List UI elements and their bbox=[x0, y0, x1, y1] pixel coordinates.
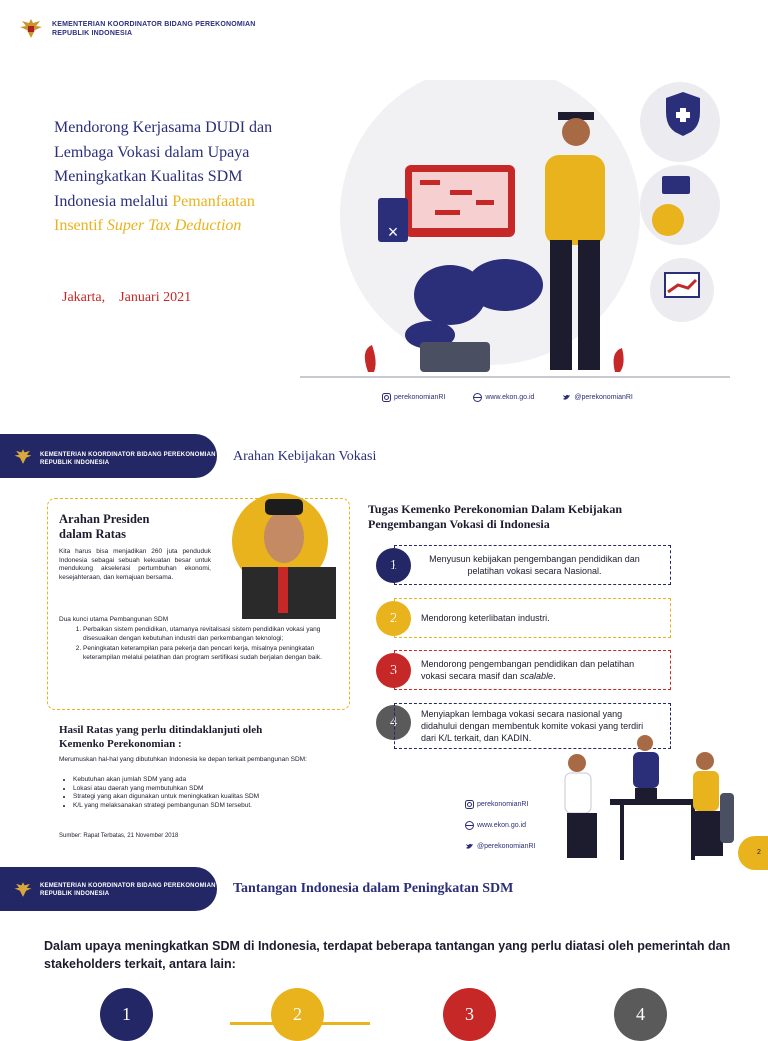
arahan-title bbox=[59, 512, 149, 542]
slide-2-heading: Arahan Kebijakan Vokasi bbox=[233, 449, 377, 464]
title-line-4 bbox=[54, 190, 272, 215]
task-number-3: 3 bbox=[376, 653, 411, 688]
meeting-illustration bbox=[555, 731, 740, 863]
social-column-2 bbox=[465, 800, 535, 851]
date-line bbox=[62, 290, 191, 306]
arahan-title-line-1: Arahan Presiden bbox=[59, 512, 150, 526]
globe-icon bbox=[473, 393, 482, 402]
hasil-title-line-2: Kemenko Perekonomian : bbox=[59, 738, 182, 750]
arahan-title-line-2: dalam Ratas bbox=[59, 527, 127, 541]
ministry-name bbox=[40, 452, 216, 467]
task-text-2: Mendorong keterlibatan industri. bbox=[421, 613, 550, 623]
instagram-handle: perekonomianRI bbox=[477, 801, 529, 808]
twitter-handle: @perekonomianRI bbox=[477, 843, 536, 850]
hasil-title bbox=[59, 723, 262, 751]
garuda-emblem-icon bbox=[18, 16, 44, 42]
twitter-handle: @perekonomianRI bbox=[574, 394, 633, 401]
slide-1-title bbox=[54, 116, 272, 239]
twitter-link[interactable] bbox=[465, 842, 535, 851]
task-text-4: Menyiapkan lembaga vokasi secara nasional yang didahului dengan membentuk komite vokasi yang terdiri dari K/L terkait, dan KADIN. bbox=[421, 709, 644, 743]
hasil-item: • Kebutuhan akan jumlah SDM yang ada bbox=[73, 776, 353, 785]
ministry-name bbox=[52, 21, 256, 38]
kunci-item: 1. Perbaikan sistem pendidikan, utamanya revitalisasi sistem pendidikan vokasi yang disesuaikan dengan kebutuhan industri dan perkembangan teknologi; bbox=[83, 626, 348, 643]
ministry-name bbox=[40, 883, 216, 898]
hasil-intro: Merumuskan hal-hal yang dibutuhkan Indonesia ke depan terkait pembangunan SDM: bbox=[59, 756, 307, 763]
website-link[interactable] bbox=[465, 821, 535, 830]
card-icon bbox=[662, 176, 690, 194]
slide-3-heading: Tantangan Indonesia dalam Peningkatan SDM bbox=[233, 881, 514, 896]
slide-3 bbox=[0, 867, 768, 1024]
slide-3-intro: Dalam upaya meningkatkan SDM di Indonesia, terdapat beberapa tantangan yang perlu diatasi oleh pemerintah dan stakeholders terkait, antara lain: bbox=[44, 939, 731, 971]
task-text-3b: scalable bbox=[520, 671, 554, 681]
website-link[interactable] bbox=[473, 393, 534, 402]
title-line-4a: Indonesia melalui bbox=[54, 192, 173, 210]
kunci-list bbox=[59, 626, 348, 662]
hasil-list bbox=[59, 776, 353, 810]
instagram-link[interactable] bbox=[465, 800, 535, 809]
source-note: Sumber: Rapat Terbatas, 21 November 2018 bbox=[59, 833, 179, 839]
monitor-chart-icon bbox=[405, 165, 515, 237]
ministry-line-2: REPUBLIK INDONESIA bbox=[40, 890, 110, 897]
tugas-title-line-2: Pengembangan Vokasi di Indonesia bbox=[368, 517, 550, 531]
twitter-link[interactable] bbox=[562, 393, 632, 402]
slide-1 bbox=[0, 0, 768, 420]
svg-text:×: × bbox=[387, 222, 399, 242]
slide-2 bbox=[0, 431, 768, 867]
kunci-title: Dua kunci utama Pembangunan SDM bbox=[59, 616, 169, 623]
task-number-2: 2 bbox=[376, 601, 411, 636]
task-text-3c: . bbox=[553, 671, 556, 681]
tugas-title bbox=[368, 502, 622, 532]
title-line-3: Meningkatkan Kualitas SDM bbox=[54, 168, 243, 185]
task-text-3a: Mendorong pengembangan pendidikan dan pelatihan vokasi secara masif dan bbox=[421, 659, 635, 681]
title-line-5b: Super Tax Deduction bbox=[106, 217, 242, 234]
social-row-1 bbox=[382, 393, 633, 402]
task-text-3 bbox=[395, 658, 670, 682]
calculator-icon bbox=[378, 198, 408, 242]
ministry-line-2: REPUBLIK INDONESIA bbox=[52, 29, 133, 37]
slide-2-header-bar bbox=[0, 434, 217, 478]
title-line-5a: Insentif bbox=[54, 217, 107, 234]
hasil-title-line-1: Hasil Ratas yang perlu ditindaklanjuti oleh bbox=[59, 724, 263, 736]
tugas-title-line-1: Tugas Kemenko Perekonomian Dalam Kebijakan bbox=[368, 502, 623, 516]
task-text-1: Menyusun kebijakan pengembangan pendidikan dan pelatihan vokasi secara Nasional. bbox=[429, 554, 640, 576]
challenge-number-1: 1 bbox=[100, 988, 153, 1041]
challenge-number-3: 3 bbox=[443, 988, 496, 1041]
hasil-item: • K/L yang melaksanakan strategi pembangunan SDM tersebut. bbox=[73, 802, 353, 811]
twitter-icon bbox=[465, 842, 474, 851]
hasil-item: • Lokasi atau daerah yang membutuhkan SDM bbox=[73, 785, 353, 794]
title-line-4b: Pemanfaatan bbox=[172, 192, 255, 210]
website-url: www.ekon.go.id bbox=[477, 822, 527, 829]
slide-3-header-bar bbox=[0, 867, 217, 911]
task-item-2 bbox=[394, 598, 671, 638]
twitter-icon bbox=[562, 393, 571, 402]
date-value: Januari 2021 bbox=[119, 290, 192, 305]
page-number: 2 bbox=[757, 849, 761, 856]
title-line-2: Lembaga Vokasi dalam Upaya bbox=[54, 143, 250, 161]
globe-icon bbox=[465, 821, 474, 830]
task-item-1 bbox=[394, 545, 671, 585]
ministry-line-1: KEMENTERIAN KOORDINATOR BIDANG PEREKONOMIAN bbox=[52, 21, 256, 28]
title-line-1: Mendorong Kerjasama DUDI dan bbox=[54, 119, 273, 136]
hasil-item: • Strategi yang akan digunakan untuk meningkatkan kualitas SDM bbox=[73, 793, 353, 802]
ministry-line-2: REPUBLIK INDONESIA bbox=[40, 459, 110, 466]
garuda-emblem-icon bbox=[13, 447, 33, 467]
title-line-5 bbox=[54, 214, 272, 239]
task-number-1: 1 bbox=[376, 548, 411, 583]
task-number-4: 4 bbox=[376, 705, 411, 740]
page-number-tab bbox=[738, 836, 768, 870]
instagram-handle: perekonomianRI bbox=[394, 394, 446, 401]
arahan-paragraph: Kita harus bisa menjadikan 260 juta penduduk Indonesia sebagai sebuah kekuatan besar untuk mendukung akselerasi pertumbuhan ekonomi, kesejahteraan, dan kemajuan bersama. bbox=[59, 548, 211, 581]
instagram-link[interactable] bbox=[382, 393, 445, 402]
date-place: Jakarta, bbox=[62, 290, 106, 305]
president-portrait bbox=[218, 479, 342, 619]
task-item-3 bbox=[394, 650, 671, 690]
garuda-emblem-icon bbox=[13, 880, 33, 900]
kunci-item: 2. Peningkatan keterampilan para pekerja dan pencari kerja, misalnya peningkatan keterampilan melalui pelatihan dan program sertifikasi sudah berjalan dengan baik. bbox=[83, 645, 348, 662]
website-url: www.ekon.go.id bbox=[485, 394, 535, 401]
instagram-icon bbox=[465, 800, 474, 809]
instagram-icon bbox=[382, 393, 391, 402]
ministry-line-1: KEMENTERIAN KOORDINATOR BIDANG PEREKONOMIAN bbox=[40, 883, 216, 889]
vocational-illustration bbox=[300, 80, 730, 380]
challenge-number-2: 2 bbox=[271, 988, 324, 1041]
challenge-number-4: 4 bbox=[614, 988, 667, 1041]
ministry-line-1: KEMENTERIAN KOORDINATOR BIDANG PEREKONOMIAN bbox=[40, 452, 216, 458]
coins-icon bbox=[652, 204, 684, 236]
